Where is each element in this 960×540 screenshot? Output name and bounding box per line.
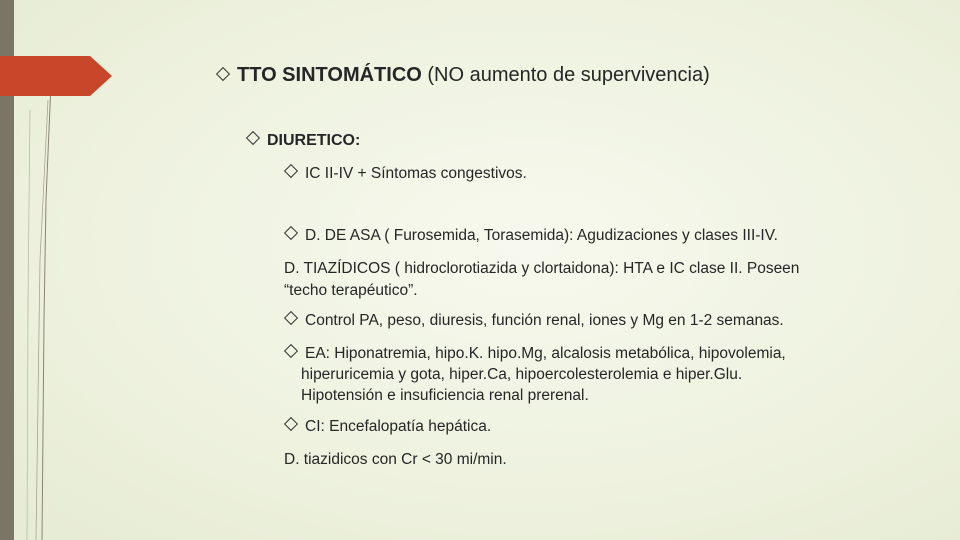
ea-line-3: Hipotensión e insuficiencia renal prerenal. [301, 387, 589, 404]
item-text: IC II-IV + Síntomas congestivos. [305, 165, 527, 182]
item-text: D. DE ASA ( Furosemida, Torasemida): Agudizaciones y clases III-IV. [305, 227, 778, 244]
title-accent-arrow [0, 56, 112, 96]
footer-note [284, 449, 904, 471]
item-text: CI: Encefalopatía hepática. [305, 418, 492, 435]
section-heading [248, 132, 360, 150]
list-item [286, 227, 778, 245]
diamond-bullet-icon [216, 67, 230, 81]
slide-title [218, 64, 710, 87]
list-item [286, 418, 491, 436]
item-text: Control PA, peso, diuresis, función renal, iones y Mg en 1-2 semanas. [305, 312, 784, 329]
title-bold: TTO SINTOMÁTICO [237, 64, 422, 86]
footer-note-text: D. tiazidicos con Cr < 30 mi/min. [284, 451, 507, 468]
diamond-bullet-icon [246, 131, 260, 145]
diamond-bullet-icon [284, 226, 298, 240]
list-item [286, 312, 784, 330]
ea-line-2: hiperuricemia y gota, hiper.Ca, hipoercolesterolemia e hiper.Glu. [301, 366, 743, 383]
thiazide-paragraph [284, 258, 904, 302]
thiazide-line-1: D. TIAZÍDICOS ( hidroclorotiazida y clortaidona): HTA e IC clase II. Poseen [284, 260, 800, 277]
diamond-bullet-icon [284, 344, 298, 358]
ea-line-1: EA: Hiponatremia, hipo.K. hipo.Mg, alcalosis metabólica, hipovolemia, [305, 345, 786, 362]
thiazide-line-2: “techo terapéutico”. [284, 282, 418, 299]
diamond-bullet-icon [284, 311, 298, 325]
section-label: DIURETICO: [267, 132, 361, 149]
diamond-bullet-icon [284, 164, 298, 178]
adverse-effects-item [286, 343, 786, 406]
diamond-bullet-icon [284, 417, 298, 431]
title-rest: (NO aumento de supervivencia) [421, 64, 710, 86]
list-item [286, 165, 527, 183]
